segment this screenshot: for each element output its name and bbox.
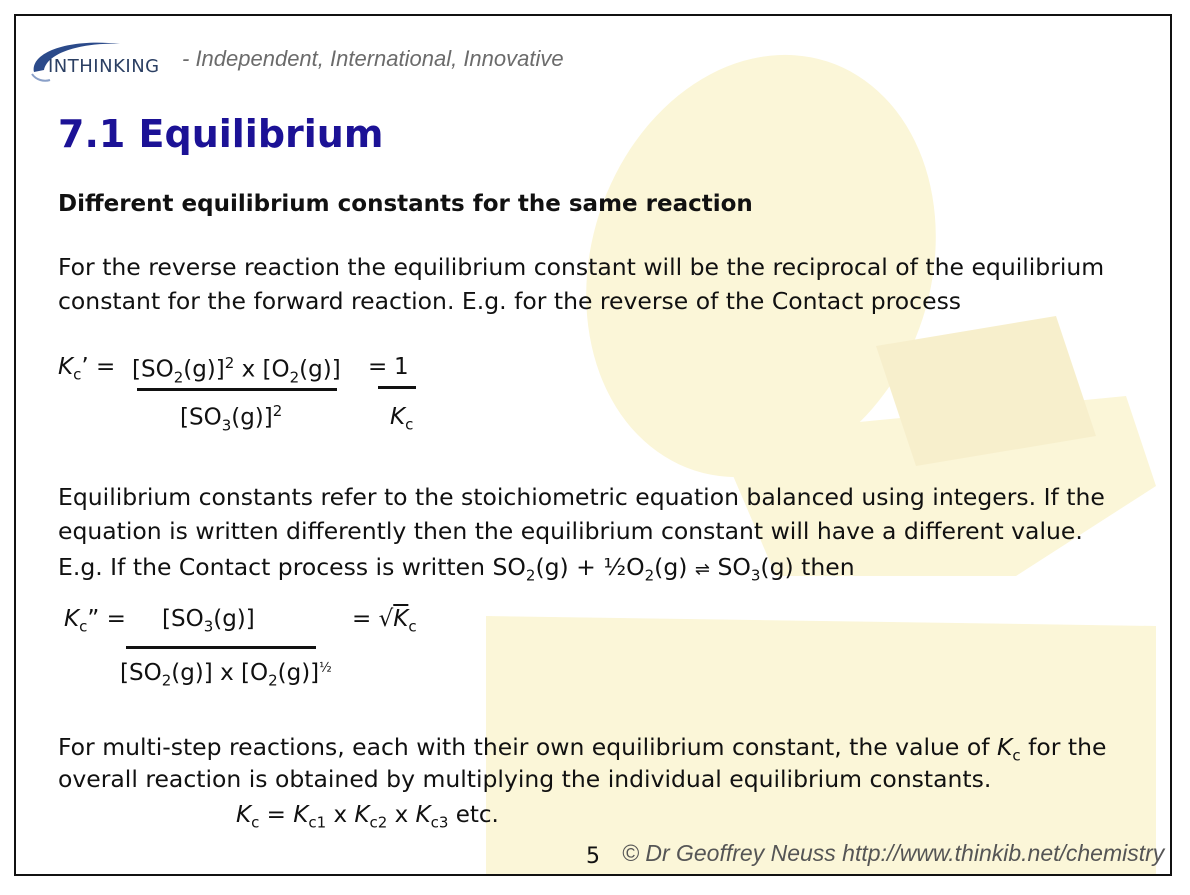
eq1-fraction-bar xyxy=(137,388,337,391)
section-subtitle: Different equilibrium constants for the same reaction xyxy=(58,191,753,217)
paragraph-integers-line1: Equilibrium constants refer to the stoichiometric equation balanced using integers. If the xyxy=(58,483,1105,511)
eq1-equals: = xyxy=(368,354,388,380)
eq1-numerator: $[SO_2(g)]^2$ x $[O_2(g)]$ xyxy=(132,354,341,387)
kc-double-prime-label: $K_c$” = xyxy=(64,606,126,636)
tagline: - Independent, International, Innovative xyxy=(182,46,564,71)
eq2-numerator: $[SO_3(g)]$ xyxy=(162,606,255,636)
eq1-denominator: $[SO_3(g)]^2$ xyxy=(180,402,283,435)
paragraph-reverse-line1: For the reverse reaction the equilibrium constant will be the reciprocal of the equilibrium xyxy=(58,253,1105,281)
eq3-product: $K_c = K_{c1}$ x $K_{c2}$ x $K_{c3}$ etc. xyxy=(236,802,499,832)
eq2-result: = $√K_c$ xyxy=(352,606,417,636)
paragraph-multistep-line1: For multi-step reactions, each with their own equilibrium constant, the value of $K_c$ for the xyxy=(58,733,1107,765)
page-number: 5 xyxy=(586,844,600,869)
paragraph-reverse-line2: constant for the forward reaction. E.g. for the reverse of the Contact process xyxy=(58,287,962,315)
page-title: 7.1 Equilibrium xyxy=(58,112,384,156)
eq1-reciprocal-bar xyxy=(378,386,416,389)
paragraph-multistep-line2: overall reaction is obtained by multiplying the individual equilibrium constants. xyxy=(58,765,992,793)
eq1-one: 1 xyxy=(394,354,409,380)
inthinking-logo xyxy=(30,34,200,84)
eq2-denominator: $[SO_2(g)]$ x $[O_2(g)]^{\frac{1}{2}}$ xyxy=(120,660,332,690)
footer-credit: © Dr Geoffrey Neuss http://www.thinkib.net/chemistry xyxy=(622,840,1165,866)
slide xyxy=(14,14,1172,876)
logo-text: INTHINKING xyxy=(48,56,160,77)
paragraph-integers-line3: E.g. If the Contact process is written $SO_2(g)$ + $\frac{1}{2}O_2(g)$ ⇌ $SO_3(g)$ then xyxy=(58,553,855,585)
eq1-kc: $K_c$ xyxy=(390,404,414,434)
kc-prime-label: $K_c$’ = xyxy=(58,354,116,384)
paragraph-integers-line2: equation is written differently then the equilibrium constant will have a different value. xyxy=(58,517,1083,545)
eq2-fraction-bar xyxy=(126,646,316,649)
